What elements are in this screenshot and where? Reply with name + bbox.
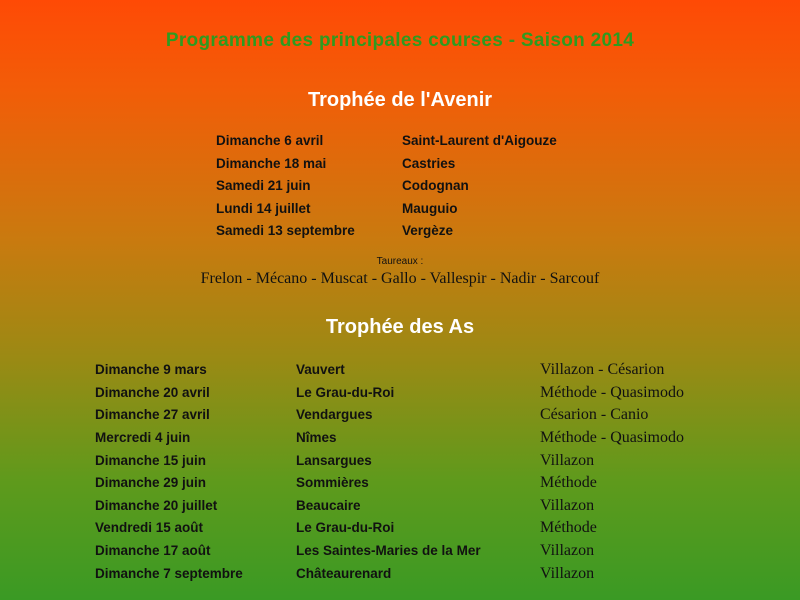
race-date: Vendredi 15 août (95, 520, 204, 535)
race-location: Sommières (296, 475, 369, 490)
race-date: Dimanche 20 avril (95, 385, 210, 400)
race-location: Mauguio (402, 201, 458, 216)
race-location: Codognan (402, 178, 469, 193)
race-location: Lansargues (296, 453, 372, 468)
race-location: Vergèze (402, 223, 454, 238)
race-date: Samedi 21 juin (216, 178, 311, 193)
race-date: Dimanche 9 mars (95, 362, 207, 377)
race-location: Le Grau-du-Roi (296, 520, 395, 535)
race-location: Nîmes (296, 430, 337, 445)
race-bulls: Méthode (540, 519, 597, 536)
bulls-label: Taureaux : (376, 256, 424, 267)
race-location: Vauvert (296, 362, 345, 377)
race-location: Châteaurenard (296, 566, 392, 581)
race-date: Dimanche 17 août (95, 543, 211, 558)
race-location: Beaucaire (296, 498, 361, 513)
race-location: Castries (402, 156, 456, 171)
race-location: Les Saintes-Maries de la Mer (296, 543, 481, 558)
race-bulls: Méthode - Quasimodo (540, 429, 684, 446)
section-title-as: Trophée des As (325, 316, 475, 338)
race-date: Dimanche 7 septembre (95, 566, 243, 581)
race-date: Dimanche 27 avril (95, 407, 210, 422)
race-bulls: Villazon (540, 565, 595, 582)
race-date: Dimanche 15 juin (95, 453, 207, 468)
page-title: Programme des principales courses - Saison 2014 (165, 30, 635, 51)
race-bulls: Villazon - Césarion (540, 361, 665, 378)
race-bulls: Villazon (540, 497, 595, 514)
race-date: Samedi 13 septembre (216, 223, 355, 238)
race-date: Dimanche 18 mai (216, 156, 327, 171)
race-date: Dimanche 20 juillet (95, 498, 218, 513)
race-location: Vendargues (296, 407, 373, 422)
race-date: Mercredi 4 juin (95, 430, 191, 445)
race-date: Dimanche 6 avril (216, 133, 324, 148)
race-location: Saint-Laurent d'Aigouze (402, 133, 557, 148)
race-date: Dimanche 29 juin (95, 475, 207, 490)
bulls-list: Frelon - Mécano - Muscat - Gallo - Vallespir - Nadir - Sarcouf (200, 270, 600, 287)
race-bulls: Villazon (540, 542, 595, 559)
race-bulls: Villazon (540, 452, 595, 469)
race-bulls: Méthode (540, 474, 597, 491)
race-location: Le Grau-du-Roi (296, 385, 395, 400)
race-date: Lundi 14 juillet (216, 201, 311, 216)
section-title-avenir: Trophée de l'Avenir (307, 89, 493, 111)
race-bulls: Césarion - Canio (540, 406, 649, 423)
race-bulls: Méthode - Quasimodo (540, 384, 684, 401)
